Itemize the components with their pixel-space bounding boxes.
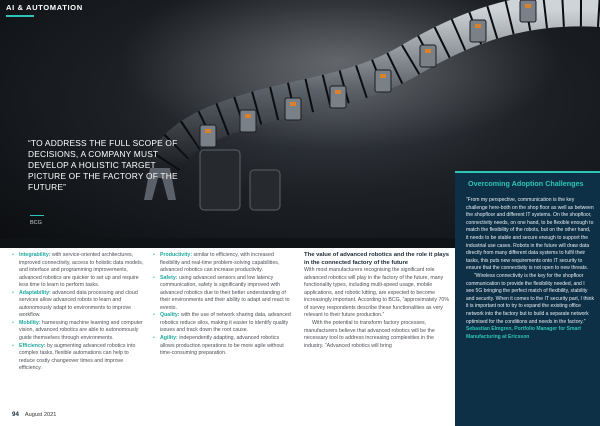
body-paragraph: With most manufacturers recognising the significant role advanced robotics will play in the factory of the future, many functionality types, including multi-speed usage, mobile applications, and robotic kitting, are expected to become increasingly important. According to BCG, “approximately 70% of survey respondents describe these functionalities as very relevant to their future production.” [304,267,450,319]
sidebar-text [466,197,594,341]
list-item: • Efficiency: by augmenting advanced robotics into complex tasks, flexible automations can help to reduce costly changeover times and improve efficiency. [12,342,136,372]
sidebar-title: Overcoming Adoption Challenges [468,179,584,188]
section-underline [6,15,34,17]
pull-quote-source: BCG [30,220,42,226]
article-column-1 [12,252,144,373]
list-item: • Integrability: with service-oriented architectures, improved connectivity, access to holistic data models, and interface and programming improvements, advanced robotics are quicker to set up and require less time to learn to perform tasks. [12,252,144,289]
issue-date: August 2021 [24,412,57,418]
pull-quote: “TO ADDRESS THE FULL SCOPE OF DECISIONS, A COMPANY MUST DEVELOP A HOLISTIC TARGET PICTURE OF THE FACTORY OF THE FUTURE” [28,138,178,192]
body-paragraph: With the potential to transform factory processes, manufacturers believe that advanced robotics will be the necessary tool to address increasing complexities in the industry. “Advanced robotics will bring [304,320,435,349]
benefits-list-2 [153,252,293,358]
sidebar-paragraph: “Wireless connectivity is the key for the shopfloor communication to provide the flexibility needed, and I see 5G bringing the perfect match of flexibility, stability and security. When it comes to the IT security part, I think it is important not to try to expand the existing office network into the factory but to build a separate network optimised for the conditions and needs in the factory.” [466,272,595,325]
list-item: • Adaptability: advanced data processing and cloud services allow advanced robots to learn and autonomously adapt to environments to improve workflow. [12,289,138,319]
page-number: 94 [12,411,19,418]
list-item: • Mobility: harnessing machine learning and computer vision, advanced robotics are able to autonomously guide themselves through environments. [12,319,143,342]
sidebar-box [455,171,600,426]
benefits-list-1 [12,252,144,373]
article-column-2 [153,252,293,358]
section-tag: AI & AUTOMATION [6,3,83,12]
sidebar-signature: Sebastian Elmgren, Portfolio Manager for Smart Manufacturing at Ericsson [466,326,581,340]
list-item: • Safety: using advanced sensors and low latency communication, safety is significantly improved with advanced robotics due to their better understanding of their environments and their ability to adapt and react to events. [153,274,290,311]
sidebar-paragraph: “From my perspective, communication is the key challenge here-both on the shop floor as well as between the shopfloor and different IT systems. On the shopfloor, connectivity needs, on one hand, to be flexible enough to match the flexibility of the robots, but on the other hand, it needs to be stable and secure enough to support the industrial use cases. Robots in the future will draw data directly from many different data systems to fulfil their tasks, this puts new requirements onto IT security to ensure that the connectivity is not open to new threats. [466,197,594,272]
list-item: • Quality: with the use of network sharing data, advanced robotics reduce silos, making it easier to identify quality issues and track down the root cause. [153,312,291,334]
list-item: • Productivity: similar to efficiency, with increased flexibility and real-time problem-solving capabilities, advanced robotics can increase productivity. [153,252,280,274]
article-column-3 [304,252,450,350]
page-footer [12,411,56,418]
subheading: The value of advanced robotics and the role it plays in the connected factory of the future [304,252,450,266]
pull-quote-divider [30,215,44,216]
list-item: • Agility: independently adapting, advanced robotics allows production operations to be more agile without time-consuming preparation. [153,335,284,357]
